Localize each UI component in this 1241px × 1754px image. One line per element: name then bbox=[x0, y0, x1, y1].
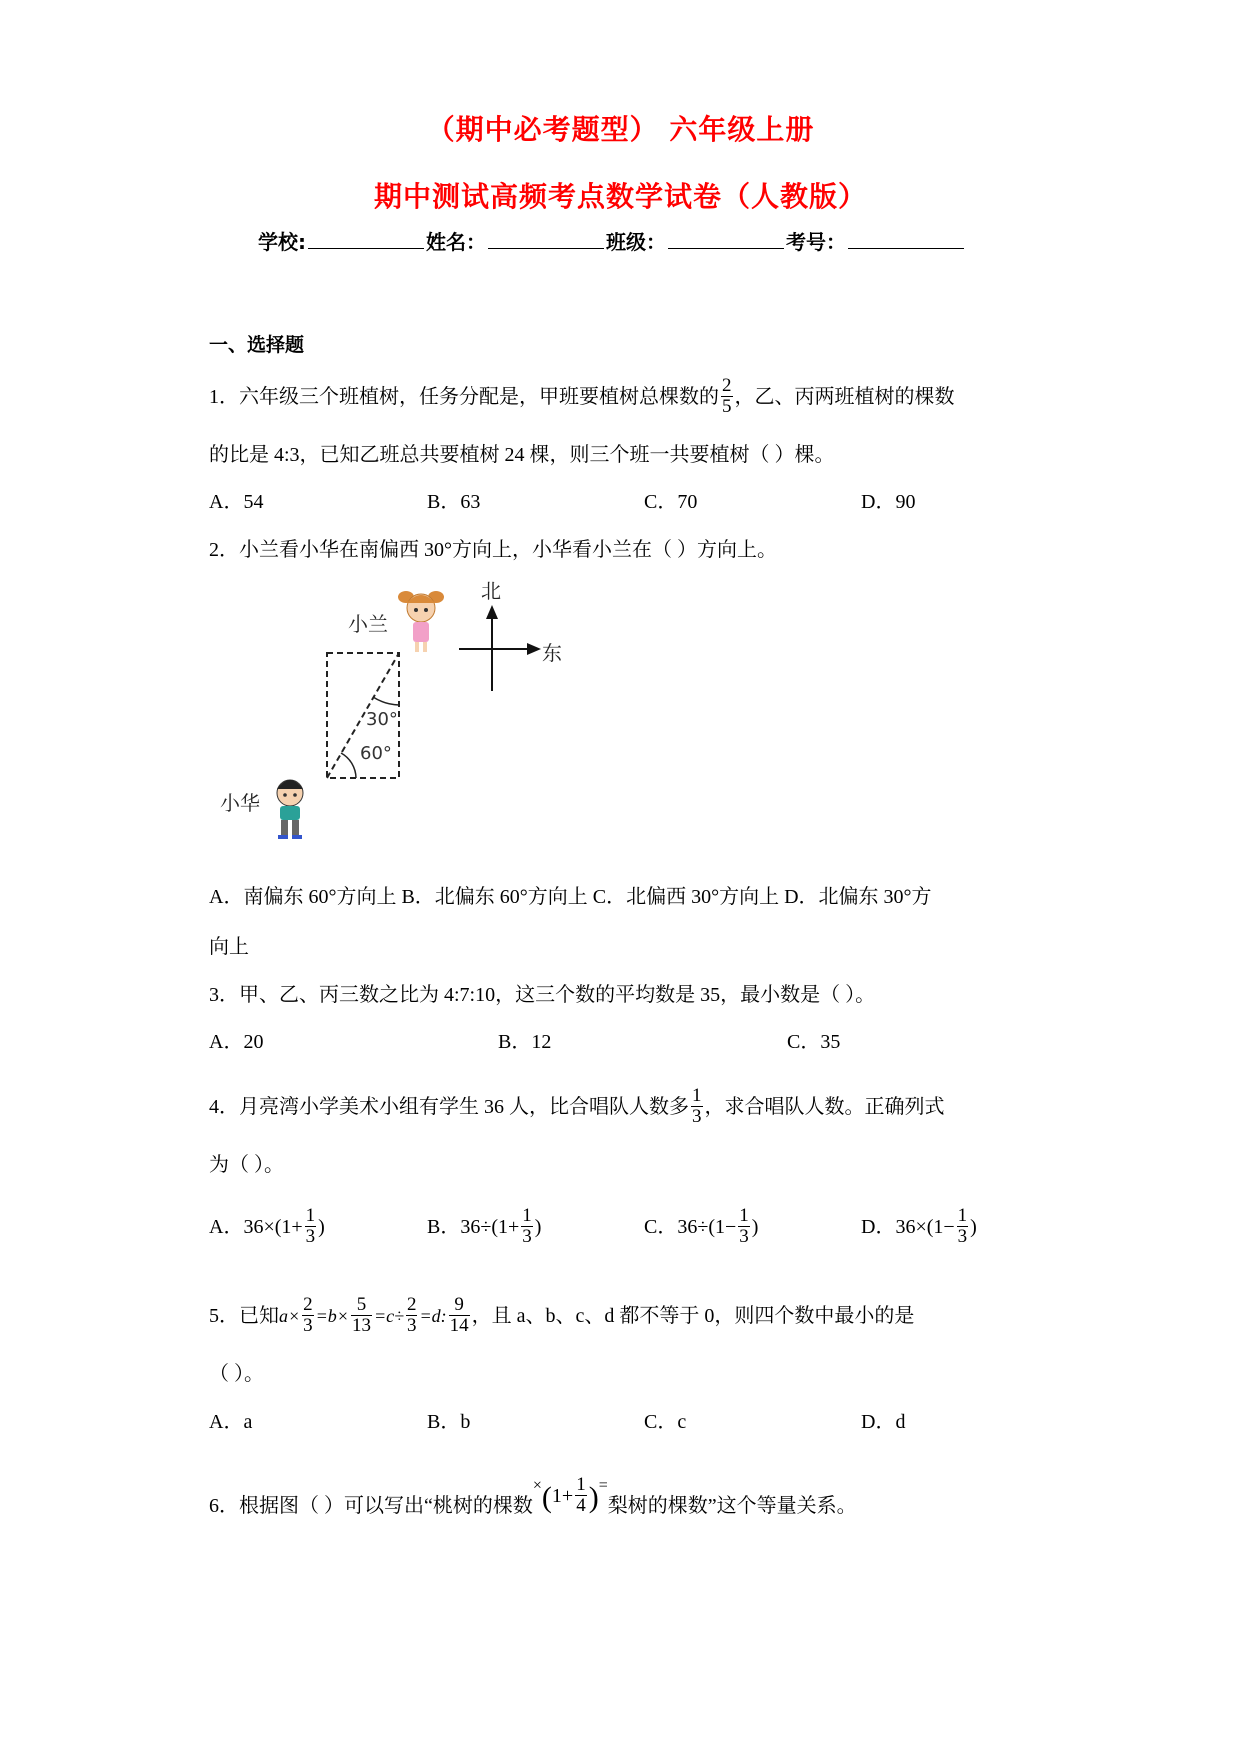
option-expr: 36×(1− bbox=[895, 1216, 955, 1239]
fraction bbox=[302, 1295, 314, 1336]
fraction bbox=[305, 1206, 317, 1247]
north-label: 北 bbox=[481, 579, 501, 603]
question-text: 梨树的棵数”这个等量关系。 bbox=[607, 1495, 857, 1518]
class-label: 班级： bbox=[606, 230, 666, 254]
question-number: 1． bbox=[209, 386, 239, 409]
expr-one-plus: 1+ bbox=[551, 1485, 574, 1508]
angle-arc-30 bbox=[373, 697, 399, 705]
option-expr-close: ) bbox=[534, 1216, 542, 1239]
fraction-numerator: 2 bbox=[303, 1294, 313, 1315]
q3-option-a[interactable]: A．20 bbox=[209, 1031, 264, 1053]
equation-term: =b× bbox=[315, 1306, 349, 1327]
q5-option-d[interactable]: D．d bbox=[861, 1411, 906, 1433]
school-label: 学校: bbox=[258, 230, 306, 254]
option-label: A． bbox=[209, 1216, 244, 1239]
fraction bbox=[957, 1206, 969, 1247]
question-4 bbox=[209, 1085, 945, 1129]
fraction bbox=[521, 1206, 533, 1247]
question-number: 6． bbox=[209, 1495, 239, 1518]
question-text: 根据图（ ）可以写出“桃树的棵数 bbox=[239, 1495, 533, 1518]
fraction-denominator: 3 bbox=[692, 1106, 702, 1127]
fraction-numerator: 1 bbox=[739, 1205, 749, 1226]
question-text: ，乙、丙两班植树的棵数 bbox=[734, 386, 955, 409]
question-3 bbox=[209, 983, 875, 1007]
fraction-denominator: 3 bbox=[957, 1226, 968, 1247]
q1-option-b[interactable]: B．63 bbox=[427, 491, 481, 513]
fraction-numerator: 1 bbox=[692, 1085, 702, 1106]
question-text: 已知 bbox=[239, 1305, 279, 1328]
exam-number-label: 考号： bbox=[786, 230, 846, 254]
question-text: 六年级三个班植树，任务分配是，甲班要植树总棵数的 bbox=[239, 386, 719, 409]
question-1-line2: 的比是 4:3，已知乙班总共要植树 24 棵，则三个班一共要植树（ ）棵。 bbox=[209, 444, 835, 466]
question-number: 5． bbox=[209, 1305, 239, 1328]
question-2 bbox=[209, 538, 777, 562]
fraction-numerator: 5 bbox=[356, 1294, 367, 1315]
q2-options-line1[interactable]: A．南偏东 60°方向上 B．北偏东 60°方向上 C．北偏西 30°方向上 D．北偏东 30°方 bbox=[209, 886, 932, 908]
girl-icon bbox=[398, 591, 444, 652]
fraction-numerator: 1 bbox=[522, 1205, 532, 1226]
student-info-row bbox=[258, 226, 966, 255]
angle-60-label: 60° bbox=[360, 743, 392, 764]
question-number: 4． bbox=[209, 1096, 239, 1119]
exam-title-line2: 期中测试高频考点数学试卷（人教版） bbox=[373, 180, 867, 213]
q3-option-c[interactable]: C．35 bbox=[787, 1031, 841, 1053]
question-5 bbox=[209, 1294, 915, 1338]
option-label: B． bbox=[427, 1216, 461, 1239]
option-expr-close: ) bbox=[970, 1216, 977, 1239]
q1-option-d[interactable]: D．90 bbox=[861, 491, 916, 513]
equals-sign: = bbox=[598, 1477, 608, 1495]
fraction bbox=[738, 1206, 750, 1247]
school-blank[interactable] bbox=[308, 230, 424, 249]
direction-figure bbox=[200, 575, 580, 845]
fraction bbox=[691, 1086, 703, 1127]
q3-option-b[interactable]: B．12 bbox=[498, 1031, 552, 1053]
fraction-denominator: 3 bbox=[739, 1226, 749, 1247]
fraction-numerator: 2 bbox=[722, 375, 732, 396]
question-number: 2． bbox=[209, 539, 239, 561]
name-label: 姓名： bbox=[426, 230, 486, 254]
option-expr-close: ) bbox=[318, 1216, 325, 1239]
fraction-numerator: 1 bbox=[576, 1474, 586, 1495]
question-text: 甲、乙、丙三数之比为 4:7:10，这三个数的平均数是 35，最小数是（ ）。 bbox=[239, 984, 876, 1006]
name-blank[interactable] bbox=[488, 230, 604, 249]
fraction-denominator: 5 bbox=[722, 396, 732, 417]
fraction-denominator: 3 bbox=[522, 1226, 532, 1247]
exam-number-blank[interactable] bbox=[848, 230, 964, 249]
question-4-line2: 为（ ）。 bbox=[209, 1154, 284, 1176]
fraction-denominator: 3 bbox=[305, 1226, 316, 1247]
section-title: 一、选择题 bbox=[209, 334, 305, 356]
fraction-numerator: 2 bbox=[406, 1294, 417, 1315]
left-paren: ( bbox=[541, 1480, 552, 1514]
exam-title-line1: （期中必考题型） 六年级上册 bbox=[426, 113, 815, 146]
fraction bbox=[721, 376, 733, 417]
option-expr-close: ) bbox=[751, 1216, 759, 1239]
fraction bbox=[351, 1295, 372, 1336]
equation-term: =d: bbox=[419, 1306, 447, 1327]
question-number: 3． bbox=[209, 984, 239, 1006]
fraction-denominator: 14 bbox=[449, 1315, 469, 1336]
q4-option-b[interactable] bbox=[427, 1205, 542, 1249]
fraction-denominator: 3 bbox=[303, 1315, 313, 1336]
equation-term: a× bbox=[279, 1306, 301, 1327]
option-label: D． bbox=[861, 1216, 896, 1239]
east-label: 东 bbox=[542, 641, 562, 665]
q4-option-d[interactable] bbox=[861, 1205, 977, 1249]
east-arrow bbox=[527, 643, 541, 655]
fraction-denominator: 3 bbox=[406, 1315, 417, 1336]
option-expr: 36×(1+ bbox=[243, 1216, 303, 1239]
question-text: ，且 a、b、c、d 都不等于 0，则四个数中最小的是 bbox=[471, 1305, 915, 1328]
q1-option-a[interactable]: A．54 bbox=[209, 491, 264, 513]
fraction bbox=[575, 1475, 587, 1516]
q5-option-b[interactable]: B．b bbox=[427, 1411, 471, 1433]
fraction-numerator: 1 bbox=[305, 1205, 316, 1226]
fraction-denominator: 4 bbox=[576, 1495, 586, 1516]
north-arrow bbox=[486, 605, 498, 619]
option-expr: 36÷(1− bbox=[677, 1216, 737, 1239]
girl-label: 小兰 bbox=[348, 612, 388, 636]
option-expr: 36÷(1+ bbox=[460, 1216, 520, 1239]
equation-term: =c÷ bbox=[373, 1306, 404, 1327]
question-6 bbox=[209, 1474, 857, 1528]
question-5-line2: （ ）。 bbox=[209, 1363, 264, 1385]
q4-option-a[interactable] bbox=[209, 1205, 325, 1249]
fraction-numerator: 1 bbox=[957, 1205, 968, 1226]
times-sign: × bbox=[532, 1477, 542, 1495]
fraction-numerator: 9 bbox=[454, 1294, 464, 1315]
q2-options-line2: 向上 bbox=[209, 936, 249, 958]
q5-option-c[interactable]: C．c bbox=[644, 1411, 687, 1433]
question-1 bbox=[209, 375, 955, 419]
fraction bbox=[406, 1295, 418, 1336]
right-paren: ) bbox=[588, 1480, 599, 1514]
option-label: C． bbox=[644, 1216, 678, 1239]
question-text: 月亮湾小学美术小组有学生 36 人，比合唱队人数多 bbox=[239, 1096, 689, 1119]
angle-30-label: 30° bbox=[366, 709, 398, 730]
fraction-denominator: 13 bbox=[351, 1315, 371, 1336]
boy-icon bbox=[277, 780, 303, 839]
q1-option-c[interactable]: C．70 bbox=[644, 491, 698, 513]
q5-option-a[interactable]: A．a bbox=[209, 1411, 253, 1433]
angle-arc-60 bbox=[341, 753, 356, 778]
q4-option-c[interactable] bbox=[644, 1205, 759, 1249]
question-text: 小兰看小华在南偏西 30°方向上，小华看小兰在（ ）方向上。 bbox=[239, 539, 777, 561]
class-blank[interactable] bbox=[668, 230, 784, 249]
question-text: ，求合唱队人数。正确列式 bbox=[704, 1096, 945, 1119]
fraction bbox=[449, 1295, 470, 1336]
boy-label: 小华 bbox=[220, 791, 260, 815]
